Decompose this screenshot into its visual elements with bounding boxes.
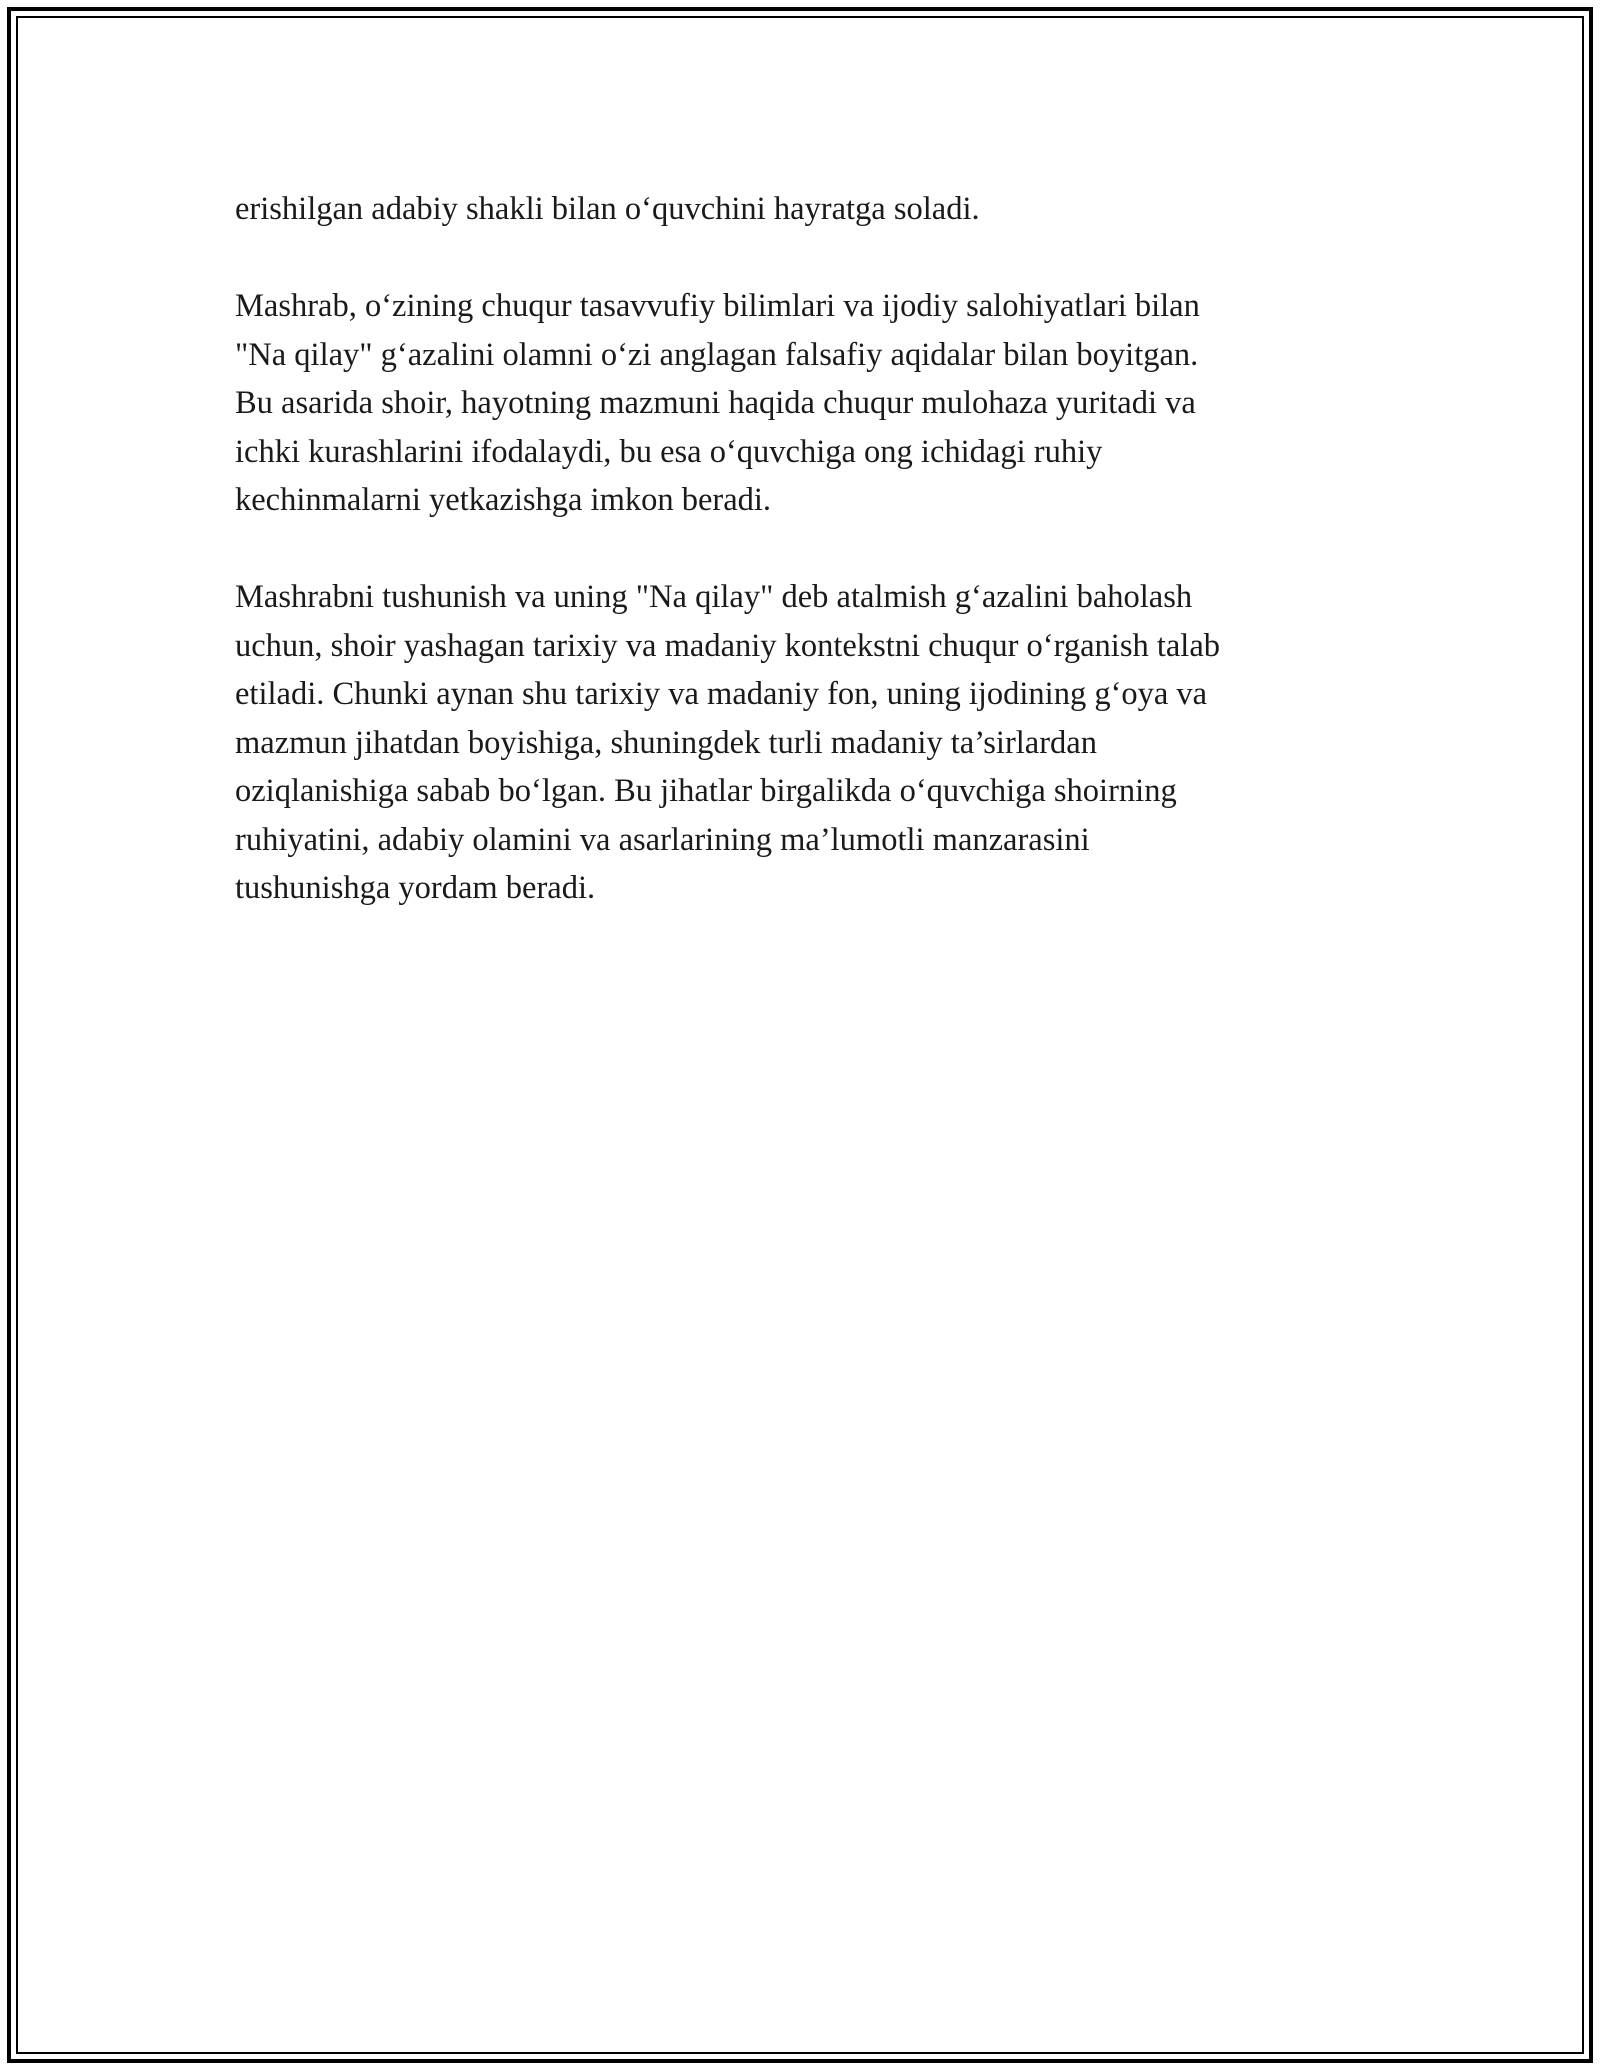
text-line: ichki kurashlarini ifodalaydi, bu esa o‘quvchiga ong ichidagi ruhiy [235,433,1103,470]
text-line: etiladi. Chunki aynan shu tarixiy va madaniy fon, uning ijodining g‘oya va [235,676,1208,712]
paragraph-1 [235,185,1365,234]
text-line: Mashrab, o‘zining chuqur tasavvufiy bilimlari va ijodiy salohiyatlari bilan [235,288,1200,324]
text-line: kechinmalarni yetkazishga imkon beradi. [235,482,772,518]
document-body [235,185,1365,961]
text-line: erishilgan adabiy shakli bilan o‘quvchini hayratga soladi. [235,191,980,227]
text-line: oziqlanishiga sabab bo‘lgan. Bu jihatlar birgalikda o‘quvchiga shoirning [235,773,1177,809]
text-line: ruhiyatini, adabiy olamini va asarlarining ma’lumotli manzarasini [235,821,1090,858]
text-line: Bu asarida shoir, hayotning mazmuni haqida chuqur mulohaza yuritadi va [235,385,1196,421]
text-line: "Na qilay" g‘azalini olamni o‘zi anglagan falsafiy aqidalar bilan boyitgan. [235,336,1199,373]
text-line: uchun, shoir yashagan tarixiy va madaniy kontekstni chuqur o‘rganish talab [235,627,1220,664]
paragraph-3 [235,573,1365,913]
text-line: mazmun jihatdan boyishiga, shuningdek turli madaniy ta’sirlardan [235,724,1097,761]
text-line: Mashrabni tushunish va uning "Na qilay" deb atalmish g‘azalini baholash [235,579,1193,615]
paragraph-2 [235,282,1365,525]
text-line: tushunishga yordam beradi. [235,870,596,906]
